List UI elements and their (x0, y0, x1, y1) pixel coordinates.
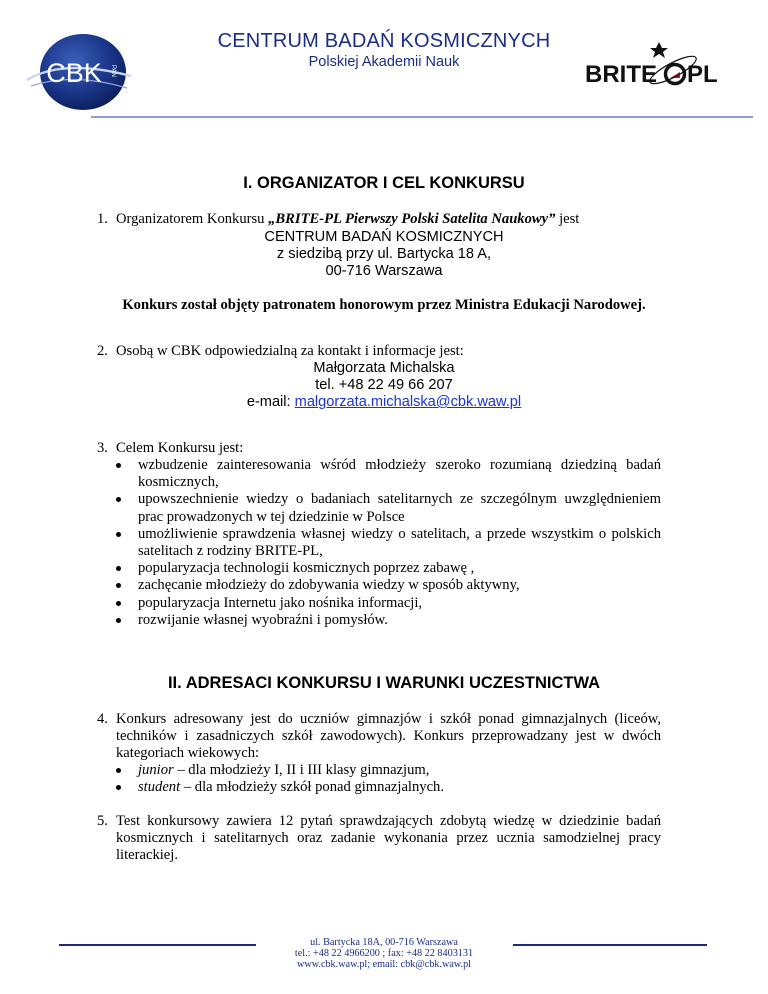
list-item: student – dla młodzieży szkół ponad gimnazjalnych. (116, 779, 661, 796)
footer-phone: tel.: +48 22 4966200 ; fax: +48 22 8403131 (294, 948, 474, 959)
contest-name: „BRITE-PL Pierwszy Polski Satelita Naukowy” (268, 211, 556, 227)
item-5-text: Test konkursowy zawiera 12 pytań sprawdzających zdobytą wiedzę w dziedzinie badań kosmicznych i satelitarnych oraz zadanie wykonania przez ucznia samodzielnej pracy literackiej. (116, 813, 661, 864)
section-2-title: II. ADRESACI KONKURSU I WARUNKI UCZESTNICTWA (167, 674, 601, 692)
section-1-title: I. ORGANIZATOR I CEL KONKURSU (243, 174, 525, 192)
goals-list (116, 457, 661, 629)
bullet-icon (116, 785, 121, 790)
contact-email-link[interactable]: malgorzata.michalska@cbk.waw.pl (294, 394, 522, 410)
item-3-number: 3. (97, 440, 108, 456)
organizer-address-2: 00-716 Warszawa (325, 263, 443, 279)
satellite-star-icon (650, 42, 668, 58)
footer-web-email: www.cbk.waw.pl; email: cbk@cbk.waw.pl (296, 959, 472, 970)
item-1-text: Organizatorem Konkursu „BRITE-PL Pierwszy Polski Satelita Naukowy” jest (116, 211, 580, 227)
organizer-name: CENTRUM BADAŃ KOSMICZNYCH (264, 229, 504, 245)
bullet-icon (116, 583, 121, 588)
list-item: umożliwienie sprawdzenia własnej wiedzy o satelitach, a przede wszystkim o polskich satelitach z rodziny BRITE-PL, (116, 526, 661, 560)
bullet-icon (116, 532, 121, 537)
cbk-logo-text: CBK (46, 58, 102, 88)
footer-address: ul. Bartycka 18A, 00-716 Warszawa (310, 937, 458, 948)
list-item: popularyzacja technologii kosmicznych poprzez zabawę , (116, 560, 661, 577)
header-divider (91, 116, 753, 118)
bullet-icon (116, 566, 121, 571)
list-item: wzbudzenie zainteresowania wśród młodzieży szeroko rozumianą dziedziną badań kosmicznych, (116, 457, 661, 491)
pan-logo-text: PAN (110, 65, 116, 77)
patronage-note: Konkurs został objęty patronatem honorowym przez Ministra Edukacji Narodowej. (122, 297, 646, 313)
item-2-number: 2. (97, 343, 108, 359)
item-2-text: Osobą w CBK odpowiedzialną za kontakt i informacje jest: (116, 343, 464, 359)
list-item: junior – dla młodzieży I, II i III klasy gimnazjum, (116, 762, 661, 779)
contact-email-line: e-mail: malgorzata.michalska@cbk.waw.pl (246, 394, 522, 410)
bullet-icon (116, 497, 121, 502)
item-3-text: Celem Konkursu jest: (116, 440, 244, 456)
item-4-text: Konkurs adresowany jest do uczniów gimnazjów i szkół ponad gimnazjalnych (liceów, techników i zasadniczych szkół zawodowych). Konkurs przeprowadzany jest w dwóch kategoriach wiekowych: (116, 711, 661, 762)
item-4-number: 4. (97, 711, 108, 727)
list-item: rozwijanie własnej wyobraźni i pomysłów. (116, 612, 661, 629)
item-5-number: 5. (97, 813, 108, 829)
list-item: zachęcanie młodzieży do zdobywania wiedzy w sposób aktywny, (116, 577, 661, 594)
institution-title: CENTRUM BADAŃ KOSMICZNYCH (217, 30, 551, 52)
categories-list (116, 762, 661, 796)
pl-logo-text: PL (687, 61, 718, 88)
bullet-icon (116, 768, 121, 773)
contact-person: Małgorzata Michalska (313, 360, 455, 376)
bullet-icon (116, 463, 121, 468)
brite-pl-logo (585, 36, 745, 98)
item-1-number: 1. (97, 211, 108, 227)
bullet-icon (116, 618, 121, 623)
contact-phone: tel. +48 22 49 66 207 (315, 377, 453, 393)
brite-logo-text: BRITE (585, 61, 657, 88)
organizer-address-1: z siedzibą przy ul. Bartycka 18 A, (276, 246, 492, 262)
list-item: upowszechnienie wiedzy o badaniach satelitarnych ze szczególnym uwzględnieniem prac prowadzonych w tej dziedzinie w Polsce (116, 491, 661, 525)
academy-subtitle: Polskiej Akademii Nauk (308, 54, 460, 70)
list-item: popularyzacja Internetu jako nośnika informacji, (116, 595, 661, 612)
bullet-icon (116, 601, 121, 606)
